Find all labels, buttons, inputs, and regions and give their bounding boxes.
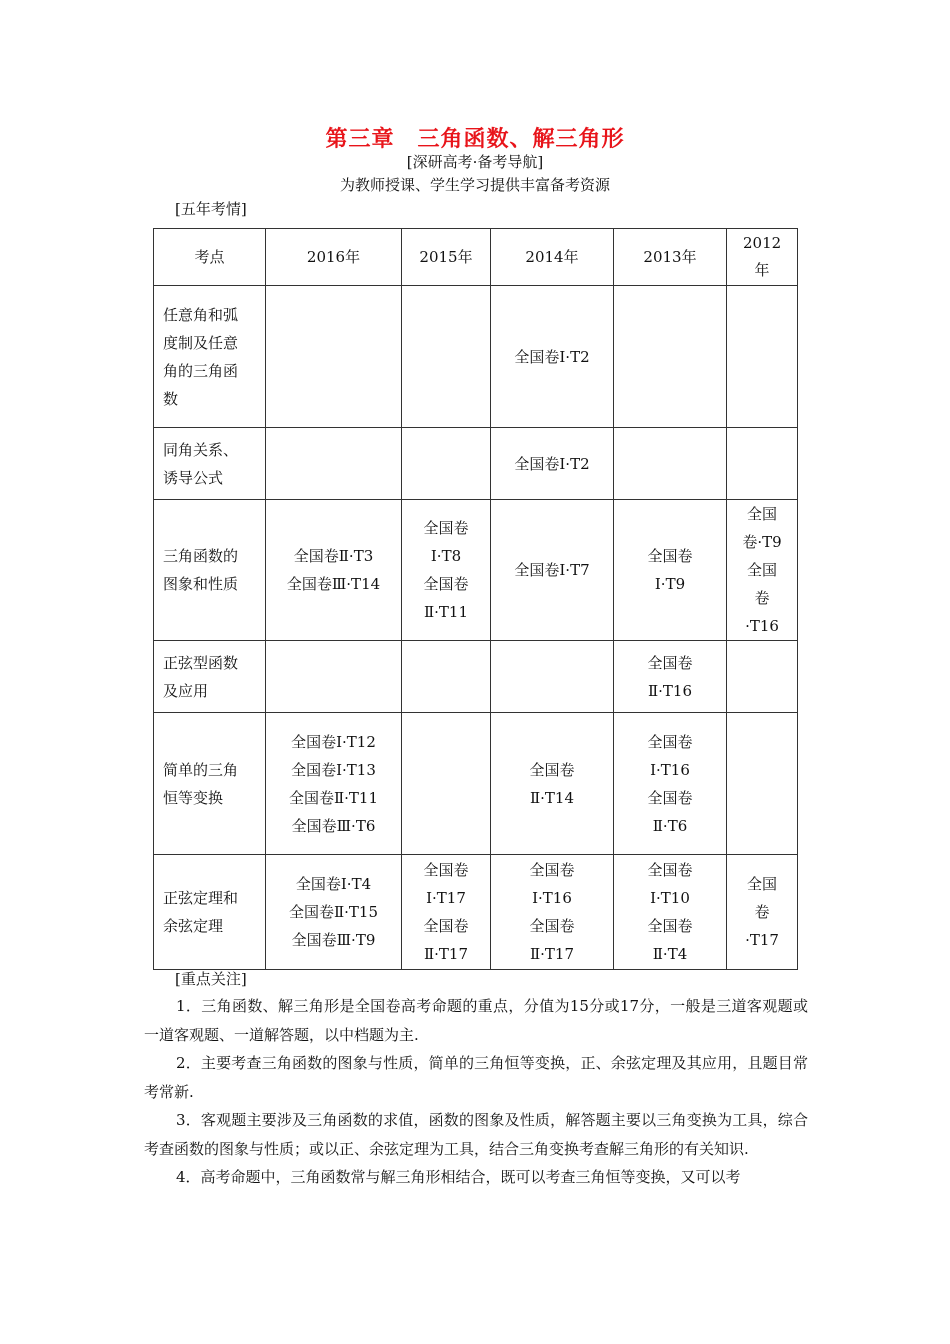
exam-reference: 全国卷 — [647, 653, 693, 672]
topic-line: 度制及任意 — [163, 333, 239, 352]
exam-cell — [266, 500, 402, 641]
exam-reference: 全国卷Ⅱ·T15 — [288, 903, 379, 921]
table-header-row — [154, 229, 798, 286]
exam-reference: Ⅱ·T6 — [652, 816, 688, 835]
exam-cell — [727, 855, 798, 970]
exam-cell — [266, 641, 402, 713]
exam-cell — [727, 428, 798, 500]
exam-cell — [727, 500, 798, 641]
exam-cell — [727, 641, 798, 713]
topic-line: 恒等变换 — [163, 788, 224, 807]
exam-reference: 全国卷Ⅲ·T9 — [291, 931, 376, 949]
table-row — [154, 286, 798, 428]
exam-reference: Ⅱ·T4 — [652, 945, 688, 963]
exam-cell — [266, 713, 402, 855]
exam-reference: 全国卷 — [647, 917, 693, 935]
exam-cell — [614, 500, 727, 641]
exam-reference: 全国卷Ⅰ·T12 — [291, 732, 376, 751]
exam-reference: 卷 — [754, 903, 770, 921]
header-cell: 2014年 — [491, 229, 614, 286]
exam-reference: Ⅰ·T9 — [654, 575, 686, 593]
exam-reference: 全国卷 — [423, 519, 469, 537]
exam-reference: Ⅱ·T16 — [647, 681, 693, 700]
exam-reference: Ⅰ·T10 — [650, 889, 690, 907]
exam-reference: 全国卷 — [647, 788, 693, 807]
topic-line: 正弦定理和 — [163, 889, 239, 907]
five-year-label: [五年考情] — [175, 200, 247, 218]
exam-reference: 全国卷 — [647, 732, 693, 751]
exam-reference: 全国卷Ⅱ·T3 — [293, 547, 374, 565]
header-cell: 2015年 — [402, 229, 491, 286]
table-row — [154, 500, 798, 641]
tagline: 为教师授课、学生学习提供丰富备考资源 — [339, 176, 610, 194]
note-paragraph: 4．高考命题中，三角函数常与解三角形相结合，既可以考查三角恒等变换，又可以考 — [176, 1168, 741, 1186]
exam-reference: 全国 — [746, 875, 777, 893]
exam-cell — [491, 428, 614, 500]
exam-cell — [491, 855, 614, 970]
header-cell: 2013年 — [614, 229, 727, 286]
exam-reference: 全国卷Ⅰ·T2 — [514, 454, 590, 473]
exam-reference: 全国卷 — [647, 547, 693, 565]
table-row — [154, 641, 798, 713]
topic-cell — [154, 641, 266, 713]
note-paragraph: 3．客观题主要涉及三角函数的求值，函数的图象及性质，解答题主要以三角变换为工具，综合考查函数的图象与性质；或以正、余弦定理为工具，结合三角变换考查解三角形的有关知识. — [144, 1111, 808, 1158]
exam-reference: Ⅰ·T17 — [426, 889, 466, 907]
exam-cell — [614, 641, 727, 713]
note-paragraph: 1．三角函数、解三角形是全国卷高考命题的重点，分值为15分或17分，一般是三道客观题或一道客观题、一道解答题，以中档题为主. — [144, 997, 808, 1044]
table-row — [154, 713, 798, 855]
exam-reference: 全国卷Ⅰ·T4 — [295, 875, 372, 893]
exam-cell — [402, 855, 491, 970]
header-cell: 考点 — [154, 229, 266, 286]
table-row — [154, 428, 798, 500]
exam-reference: 全国 — [746, 505, 777, 523]
exam-reference: ·T16 — [745, 617, 779, 635]
header-cell: 2016年 — [266, 229, 402, 286]
exam-cell — [614, 428, 727, 500]
topic-line: 及应用 — [163, 681, 209, 700]
exam-reference: 全国卷 — [423, 861, 469, 879]
topic-line: 三角函数的 — [163, 547, 239, 565]
exam-reference: Ⅱ·T17 — [423, 945, 469, 963]
key-focus-notes — [144, 992, 808, 1192]
exam-cell — [614, 713, 727, 855]
exam-reference: 全国卷 — [529, 760, 575, 779]
exam-cell — [491, 286, 614, 428]
exam-reference: 全国卷Ⅰ·T7 — [514, 561, 590, 579]
exam-cell — [614, 286, 727, 428]
exam-reference: 全国卷 — [647, 861, 693, 879]
topic-cell — [154, 713, 266, 855]
exam-reference: Ⅱ·T17 — [529, 945, 575, 963]
exam-cell — [491, 500, 614, 641]
exam-cell — [727, 286, 798, 428]
table-row — [154, 855, 798, 970]
topic-line: 任意角和弧 — [163, 305, 239, 324]
topic-line: 同角关系、 — [163, 440, 239, 459]
exam-history-table — [153, 228, 798, 970]
exam-cell — [402, 428, 491, 500]
exam-reference: Ⅰ·T16 — [650, 760, 690, 779]
note-paragraph: 2．主要考查三角函数的图象与性质，简单的三角恒等变换，正、余弦定理及其应用，且题目常考常新. — [144, 1054, 808, 1101]
exam-reference: 全国卷 — [529, 917, 575, 935]
exam-reference: 卷 — [754, 589, 770, 607]
exam-cell — [266, 855, 402, 970]
topic-line: 简单的三角 — [163, 760, 239, 779]
exam-reference: Ⅰ·T16 — [532, 889, 572, 907]
exam-cell — [402, 641, 491, 713]
exam-reference: 全国卷Ⅰ·T2 — [514, 347, 590, 366]
topic-cell — [154, 286, 266, 428]
topic-cell — [154, 855, 266, 970]
chapter-title: 第三章 三角函数、解三角形 — [325, 127, 625, 152]
exam-reference: 全国卷Ⅲ·T6 — [291, 816, 376, 835]
exam-cell — [491, 713, 614, 855]
exam-reference: ·T17 — [745, 931, 779, 949]
exam-reference: 全国卷 — [423, 917, 469, 935]
exam-cell — [402, 286, 491, 428]
exam-reference: 全国卷 — [423, 575, 469, 593]
section-subtitle: [深研高考·备考导航] — [406, 153, 544, 171]
topic-cell — [154, 428, 266, 500]
exam-reference: 全国卷Ⅱ·T11 — [288, 788, 379, 807]
topic-line: 图象和性质 — [163, 575, 239, 593]
exam-reference: 全国 — [746, 561, 777, 579]
exam-reference: Ⅰ·T8 — [430, 547, 462, 565]
topic-line: 正弦型函数 — [163, 653, 239, 672]
topic-line: 角的三角函 — [163, 361, 239, 380]
exam-cell — [614, 855, 727, 970]
exam-cell — [727, 713, 798, 855]
exam-reference: 全国卷 — [529, 861, 575, 879]
key-focus-label: [重点关注] — [175, 970, 247, 988]
exam-cell — [402, 500, 491, 641]
exam-reference: Ⅱ·T11 — [423, 603, 469, 621]
exam-cell — [266, 286, 402, 428]
topic-cell — [154, 500, 266, 641]
topic-line: 诱导公式 — [163, 468, 224, 487]
exam-reference: 全国卷Ⅰ·T13 — [291, 760, 376, 779]
exam-cell — [266, 428, 402, 500]
exam-reference: Ⅱ·T14 — [529, 788, 575, 807]
topic-line: 数 — [163, 389, 179, 408]
header-cell: 2012年 — [727, 229, 798, 286]
exam-cell — [402, 713, 491, 855]
exam-reference: 全国卷Ⅲ·T14 — [286, 575, 381, 593]
exam-reference: 卷·T9 — [742, 533, 782, 551]
topic-line: 余弦定理 — [163, 917, 224, 935]
exam-cell — [491, 641, 614, 713]
